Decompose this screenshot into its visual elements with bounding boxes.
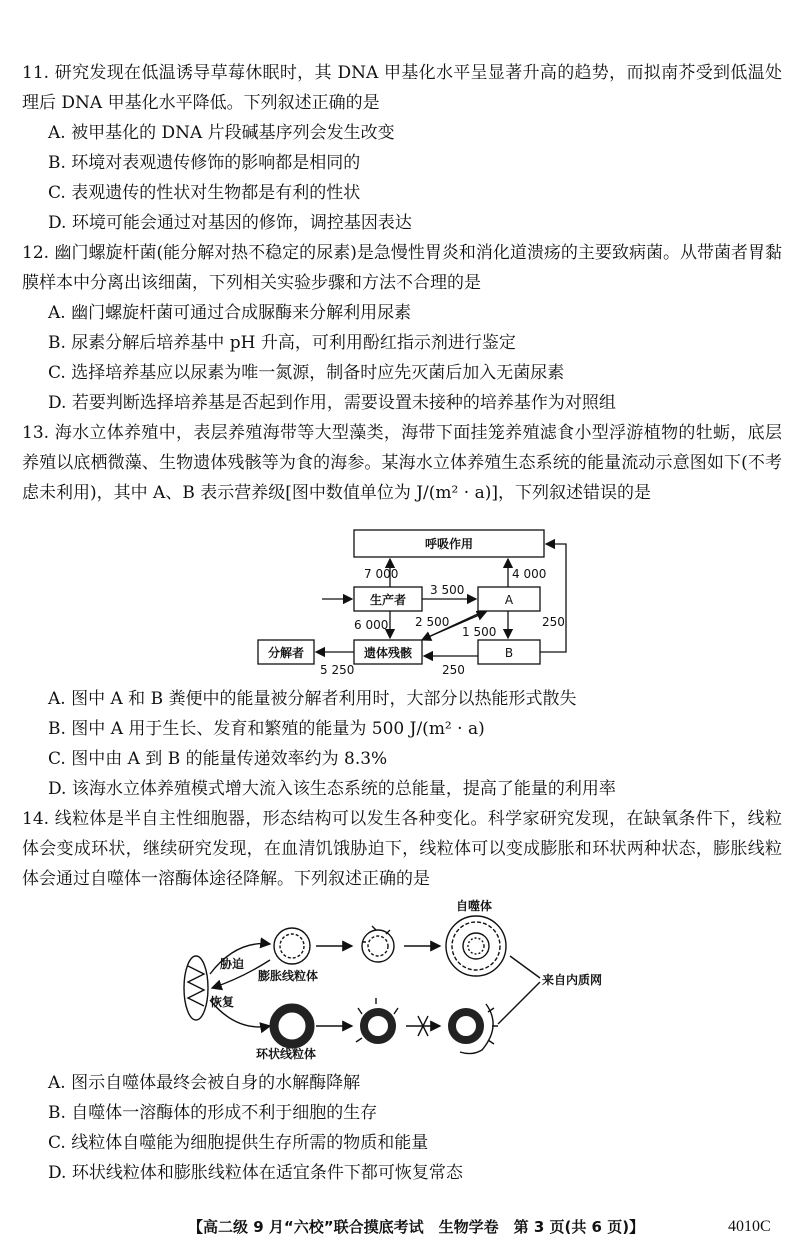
value-b-to-remains: 250	[442, 663, 465, 676]
question-12-option-c: C. 选择培养基应以尿素为唯一氮源，制备时应先灭菌后加入无菌尿素	[48, 363, 565, 383]
mitochondria-figure	[176, 896, 636, 1062]
ring-mitochondrion-icon	[274, 1008, 310, 1044]
question-11-option-b: B. 环境对表观遗传修饰的影响都是相同的	[48, 153, 361, 173]
respiration-label: 呼吸作用	[424, 537, 474, 551]
ring-phagophore-icon	[452, 1004, 498, 1054]
question-14-option-a: A. 图示自噬体最终会被自身的水解酶降解	[48, 1073, 361, 1093]
question-11-option-d: D. 环境可能会通过对基因的修饰，调控基因表达	[48, 213, 412, 233]
question-14-options	[22, 1068, 782, 1188]
ring-label: 环状线粒体	[256, 1047, 317, 1061]
trophic-b-label: B	[504, 646, 514, 660]
engulfing-mitochondrion-icon	[362, 926, 394, 962]
value-remains-to-decomposer: 5 250	[320, 663, 355, 676]
er-label: 来自内质网	[542, 973, 603, 987]
question-13-option-a: A. 图中 A 和 B 粪便中的能量被分解者利用时，大部分以热能形式散失	[48, 689, 577, 709]
question-14-option-b: B. 自噬体一溶酶体的形成不利于细胞的生存	[48, 1103, 378, 1123]
footer-code: 4010C	[728, 1218, 771, 1235]
question-14-stem: 14. 线粒体是半自主性细胞器，形态结构可以发生各种变化。科学家研究发现，在缺氧条件下，线粒体会变成环状，继续研究发现，在血清饥饿胁迫下，线粒体可以变成膨胀和环状两种状态，膨胀线粒体会通过自噬体一溶酶体途径降解。下列叙述正确的是	[22, 809, 782, 889]
swollen-mitochondrion-icon	[274, 928, 310, 964]
autophagosome-label: 自噬体	[456, 899, 493, 913]
question-11-stem: 11. 研究发现在低温诱导草莓休眠时，其 DNA 甲基化水平呈显著升高的趋势，而拟南芥受到低温处理后 DNA 甲基化水平降低。下列叙述正确的是	[22, 63, 782, 113]
remains-label: 遗体残骸	[363, 646, 413, 660]
normal-mitochondrion-icon	[184, 956, 208, 1020]
value-a-resp: 4 000	[512, 567, 547, 581]
swollen-label: 膨胀线粒体	[258, 969, 319, 983]
question-11-option-c: C. 表观遗传的性状对生物都是有利的性状	[48, 183, 361, 203]
question-11-option-a: A. 被甲基化的 DNA 片段碱基序列会发生改变	[48, 123, 395, 143]
question-12-option-d: D. 若要判断选择培养基是否起到作用，需要设置未接种的培养基作为对照组	[48, 393, 616, 413]
question-12-stem: 12. 幽门螺旋杆菌(能分解对热不稳定的尿素)是急慢性胃炎和消化道溃疡的主要致病菌。从带菌者胃黏膜样本中分离出该细菌，下列相关实验步骤和方法不合理的是	[22, 243, 782, 293]
question-13-options	[22, 684, 782, 804]
question-12-option-b: B. 尿素分解后培养基中 pH 升高，可利用酚红指示剂进行鉴定	[48, 333, 516, 353]
trophic-a-label: A	[504, 593, 514, 607]
question-11	[22, 58, 782, 238]
stress-label: 胁迫	[220, 957, 245, 971]
question-14-option-c: C. 线粒体自噬能为细胞提供生存所需的物质和能量	[48, 1133, 429, 1153]
question-12-option-a: A. 幽门螺旋杆菌可通过合成脲酶来分解利用尿素	[48, 303, 412, 323]
ring-engulfing-icon	[356, 998, 398, 1042]
question-13-option-c: C. 图中由 A 到 B 的能量传递效率约为 8.3%	[48, 749, 388, 769]
question-14	[22, 804, 782, 894]
value-remains-to-a: 1 500	[462, 625, 497, 639]
energy-flow-diagram	[250, 528, 580, 676]
footer-title: 【高二级 9 月“六校”联合摸底考试 生物学卷 第 3 页(共 6 页)】	[188, 1218, 645, 1236]
value-producer-to-remains: 6 000	[354, 618, 389, 632]
producer-label: 生产者	[369, 593, 407, 607]
value-producer-to-a: 3 500	[430, 583, 465, 597]
b-resp-arrow	[540, 544, 566, 652]
autophagosome-icon	[446, 916, 506, 976]
er-line-top	[510, 956, 540, 978]
question-13	[22, 418, 782, 508]
decomposer-label: 分解者	[267, 646, 305, 660]
value-b-loop: 250	[542, 615, 565, 629]
question-14-option-d: D. 环状线粒体和膨胀线粒体在适宜条件下都可恢复常态	[48, 1163, 463, 1183]
question-12	[22, 238, 782, 418]
value-a-to-remains: 2 500	[415, 615, 450, 629]
recover-label: 恢复	[210, 995, 235, 1009]
question-13-option-b: B. 图中 A 用于生长、发育和繁殖的能量为 500 J/(m² · a)	[48, 719, 485, 739]
value-producer-resp: 7 000	[364, 567, 399, 581]
question-13-stem: 13. 海水立体养殖中，表层养殖海带等大型藻类，海带下面挂笼养殖滤食小型浮游植物的牡蛎，底层养殖以底栖微藻、生物遗体残骸等为食的海参。某海水立体养殖生态系统的能量流动示意图如下(不考虑未利用)，其中 A、B 表示营养级[图中数值单位为 J/(m² · a)]，下列叙述错误的是	[22, 423, 782, 503]
er-line-bottom	[498, 982, 540, 1024]
question-13-option-d: D. 该海水立体养殖模式增大流入该生态系统的总能量，提高了能量的利用率	[48, 779, 616, 799]
page-footer	[0, 1212, 800, 1242]
